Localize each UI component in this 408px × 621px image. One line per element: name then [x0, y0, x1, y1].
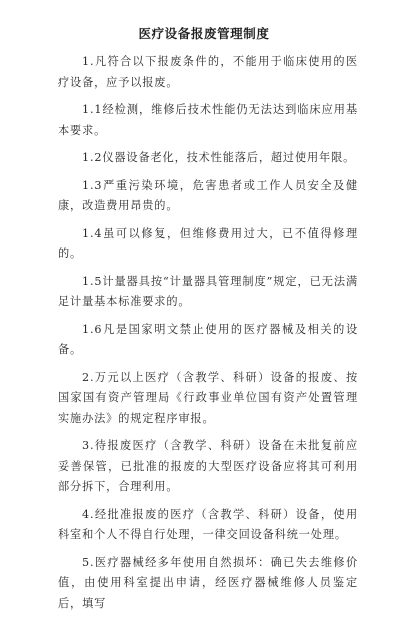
paragraph-1-4: 1.4虽可以修复，但维修费用过大，已不值得修理的。: [58, 226, 358, 260]
paragraph-2: 2.万元以上医疗（含教学、科研）设备的报废、按国家国有资产管理局《行政事业单位国有资产处置管理实施办法》的规定程序审报。: [58, 370, 358, 425]
paragraph-1-2: 1.2仪器设备老化，技术性能落后，超过使用年限。: [82, 151, 356, 164]
paragraph-4: 4.经批准报废的医疗（含教学、科研）设备，使用科室和个人不得自行处理，一律交回设备科统一处理。: [58, 507, 358, 541]
paragraph-1-5: 1.5计量器具按“计量器具管理制度”规定，已无法满足计量基本标准要求的。: [58, 274, 358, 308]
paragraph-1-1: 1.1经检测，维修后技术性能仍无法达到临床应用基本要求。: [58, 103, 358, 137]
paragraph-1: 1.凡符合以下报废条件的，不能用于临床使用的医疗设备，应予以报废。: [58, 55, 358, 89]
paragraph-3: 3.待报废医疗（含教学、科研）设备在未批复前应妥善保管，已批准的报废的大型医疗设备应将其可利用部分拆下，合理利用。: [58, 439, 358, 493]
paragraph-5: 5.医疗器械经多年使用自然损坏：确已失去维修价值，由使用科室提出申请，经医疗器械维修人员鉴定后，填写: [58, 555, 358, 610]
paragraph-1-6: 1.6凡是国家明文禁止使用的医疗器械及相关的设备。: [58, 322, 358, 356]
document-title: 医疗设备报废管理制度: [138, 26, 270, 41]
paragraph-1-3: 1.3严重污染环境，危害患者或工作人员安全及健康，改造费用昂贵的。: [58, 178, 358, 212]
document-body: [58, 52, 358, 621]
